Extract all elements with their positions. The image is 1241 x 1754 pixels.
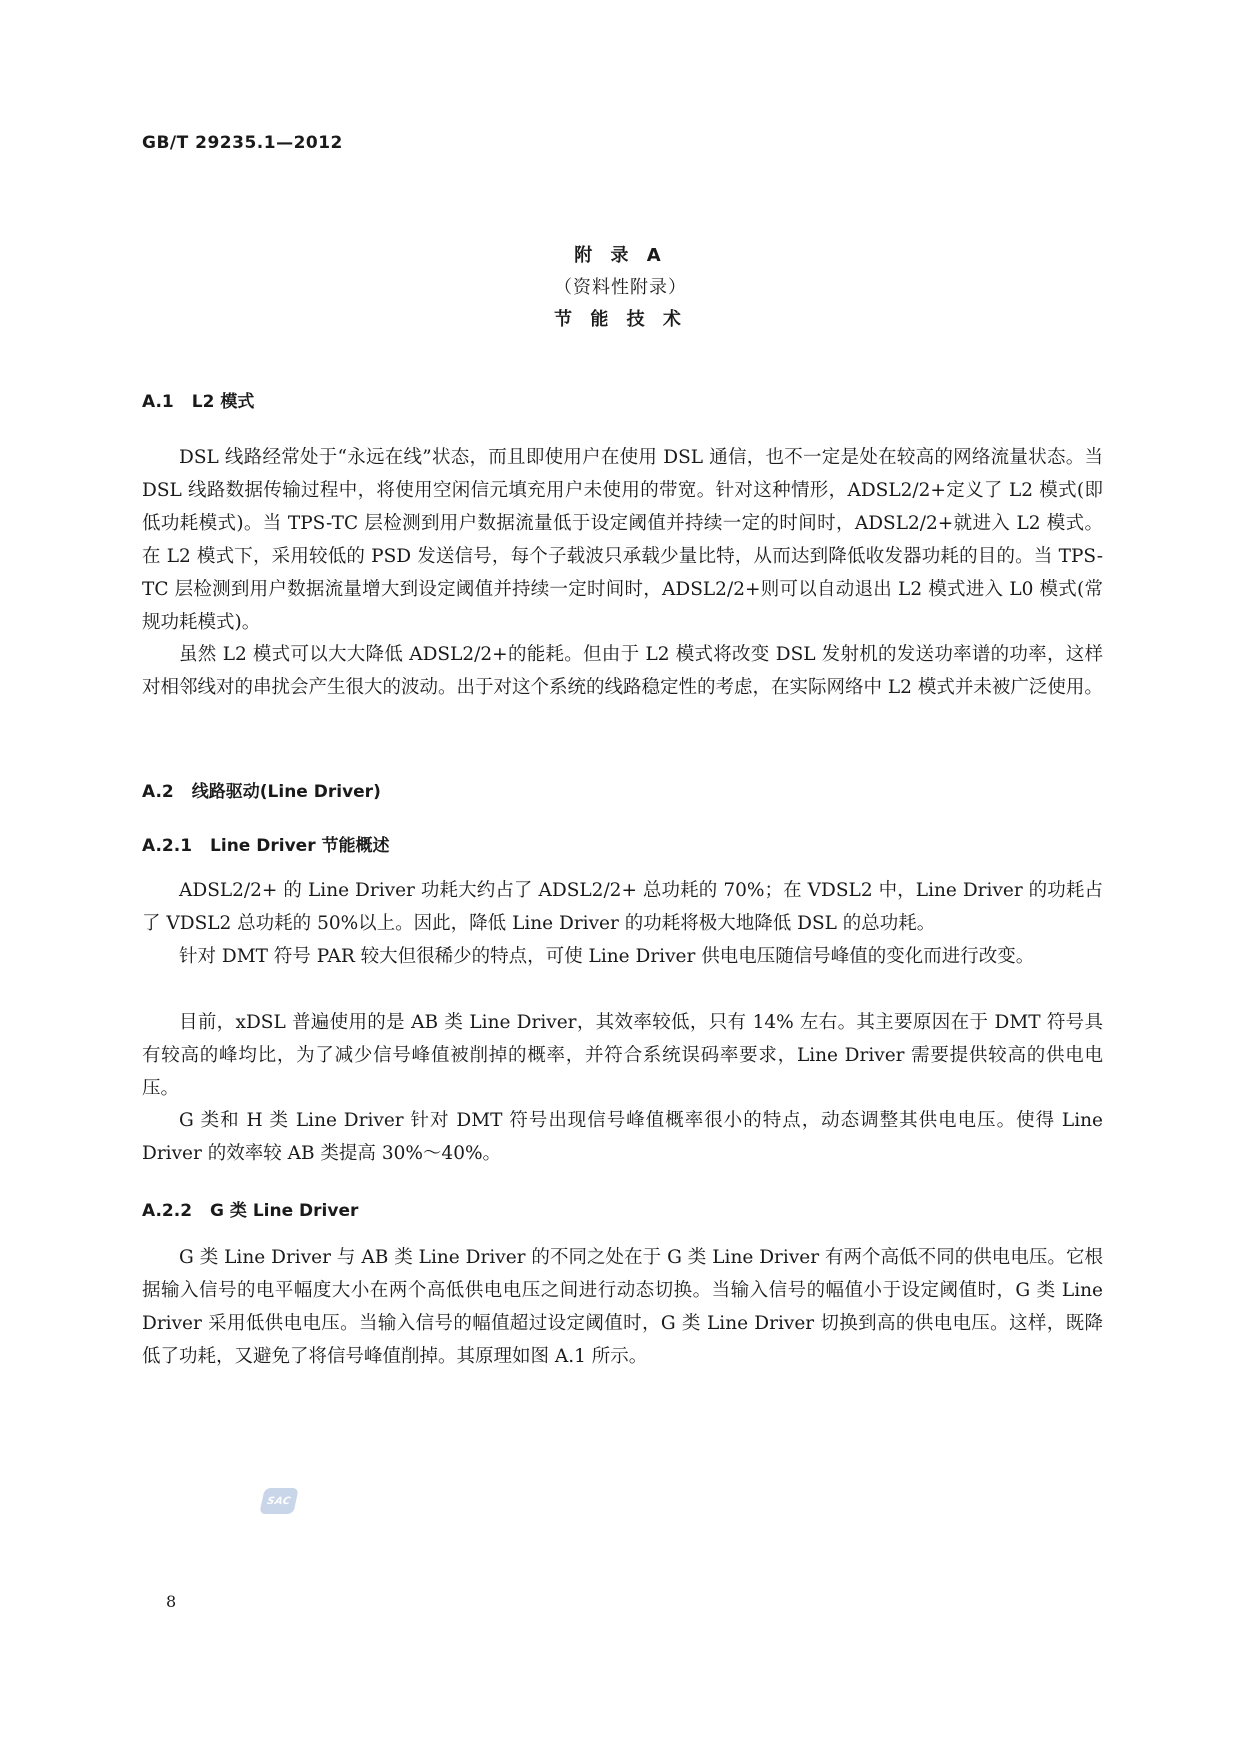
- paragraph: DSL 线路经常处于“永远在线”状态，而且即使用户在使用 DSL 通信，也不一定是处在较高的网络流量状态。当 DSL 线路数据传输过程中，将使用空闲信元填充用户未使用的带宽。针对这种情形，ADSL2/2+定义了 L2 模式(即低功耗模式)。当 TPS-TC 层检测到用户数据流量低于设定阈值并持续一定的时间时，ADSL2/2+就进入 L2 模式。在 L2 模式下，采用较低的 PSD 发送信号，每个子载波只承载少量比特，从而达到降低收发器功耗的目的。当 TPS-TC 层检测到用户数据流量增大到设定阈值并持续一定时间时，ADSL2/2+则可以自动退出 L2 模式进入 L0 模式(常规功耗模式)。: [142, 447, 1103, 633]
- section-title: 线路驱动(Line Driver): [191, 782, 381, 802]
- paragraph: 虽然 L2 模式可以大大降低 ADSL2/2+的能耗。但由于 L2 模式将改变 DSL 发射机的发送功率谱的功率，这样对相邻线对的串扰会产生很大的波动。出于对这个系统的线路稳定性的考虑，在实际网络中 L2 模式并未被广泛使用。: [142, 644, 1103, 698]
- annex-type: （资料性附录）: [554, 277, 687, 298]
- section-number: A.2.2: [142, 1201, 193, 1221]
- section-number: A.2.1: [142, 836, 193, 856]
- sac-watermark-logo: [259, 1488, 299, 1514]
- section-heading-a22: [142, 1196, 358, 1221]
- paragraph: G 类 Line Driver 与 AB 类 Line Driver 的不同之处在于 G 类 Line Driver 有两个高低不同的供电电压。它根据输入信号的电平幅度大小在两个高低供电电压之间进行动态切换。当输入信号的幅值小于设定阈值时，G 类 Line Driver 采用低供电电压。当输入信号的幅值超过设定阈值时，G 类 Line Driver 切换到高的供电电压。这样，既降低了功耗，又避免了将信号峰值削掉。其原理如图 A.1 所示。: [142, 1247, 1103, 1367]
- section-title: L2 模式: [191, 392, 255, 412]
- section-title: G 类 Line Driver: [210, 1201, 359, 1221]
- paragraph: ADSL2/2+ 的 Line Driver 功耗大约占了 ADSL2/2+ 总功耗的 70%；在 VDSL2 中，Line Driver 的功耗占了 VDSL2 总功耗的 50%以上。因此，降低 Line Driver 的功耗将极大地降低 DSL 的总功耗。: [142, 880, 1103, 934]
- section-heading-a21: [142, 831, 390, 856]
- section-heading-a2: [142, 777, 381, 802]
- paragraph: 针对 DMT 符号 PAR 较大但很稀少的特点，可使 Line Driver 供电电压随信号峰值的变化而进行改变。: [179, 946, 1035, 967]
- annex-name: 节 能 技 术: [554, 309, 687, 330]
- standard-number: GB/T 29235.1—2012: [142, 133, 343, 153]
- annex-title: 附 录 A: [574, 245, 667, 266]
- paragraph: G 类和 H 类 Line Driver 针对 DMT 符号出现信号峰值概率很小的特点，动态调整其供电电压。使得 Line Driver 的效率较 AB 类提高 30%～40%。: [142, 1110, 1103, 1164]
- watermark-text: SAC: [266, 1495, 292, 1507]
- page-number: 8: [166, 1592, 177, 1611]
- paragraph: 目前，xDSL 普遍使用的是 AB 类 Line Driver，其效率较低，只有 14% 左右。其主要原因在于 DMT 符号具有较高的峰均比，为了减少信号峰值被削掉的概率，并符合系统误码率要求，Line Driver 需要提供较高的供电电压。: [142, 1012, 1103, 1099]
- section-number: A.1: [142, 392, 174, 412]
- section-heading-a1: [142, 387, 254, 412]
- section-title: Line Driver 节能概述: [210, 836, 390, 856]
- section-number: A.2: [142, 782, 174, 802]
